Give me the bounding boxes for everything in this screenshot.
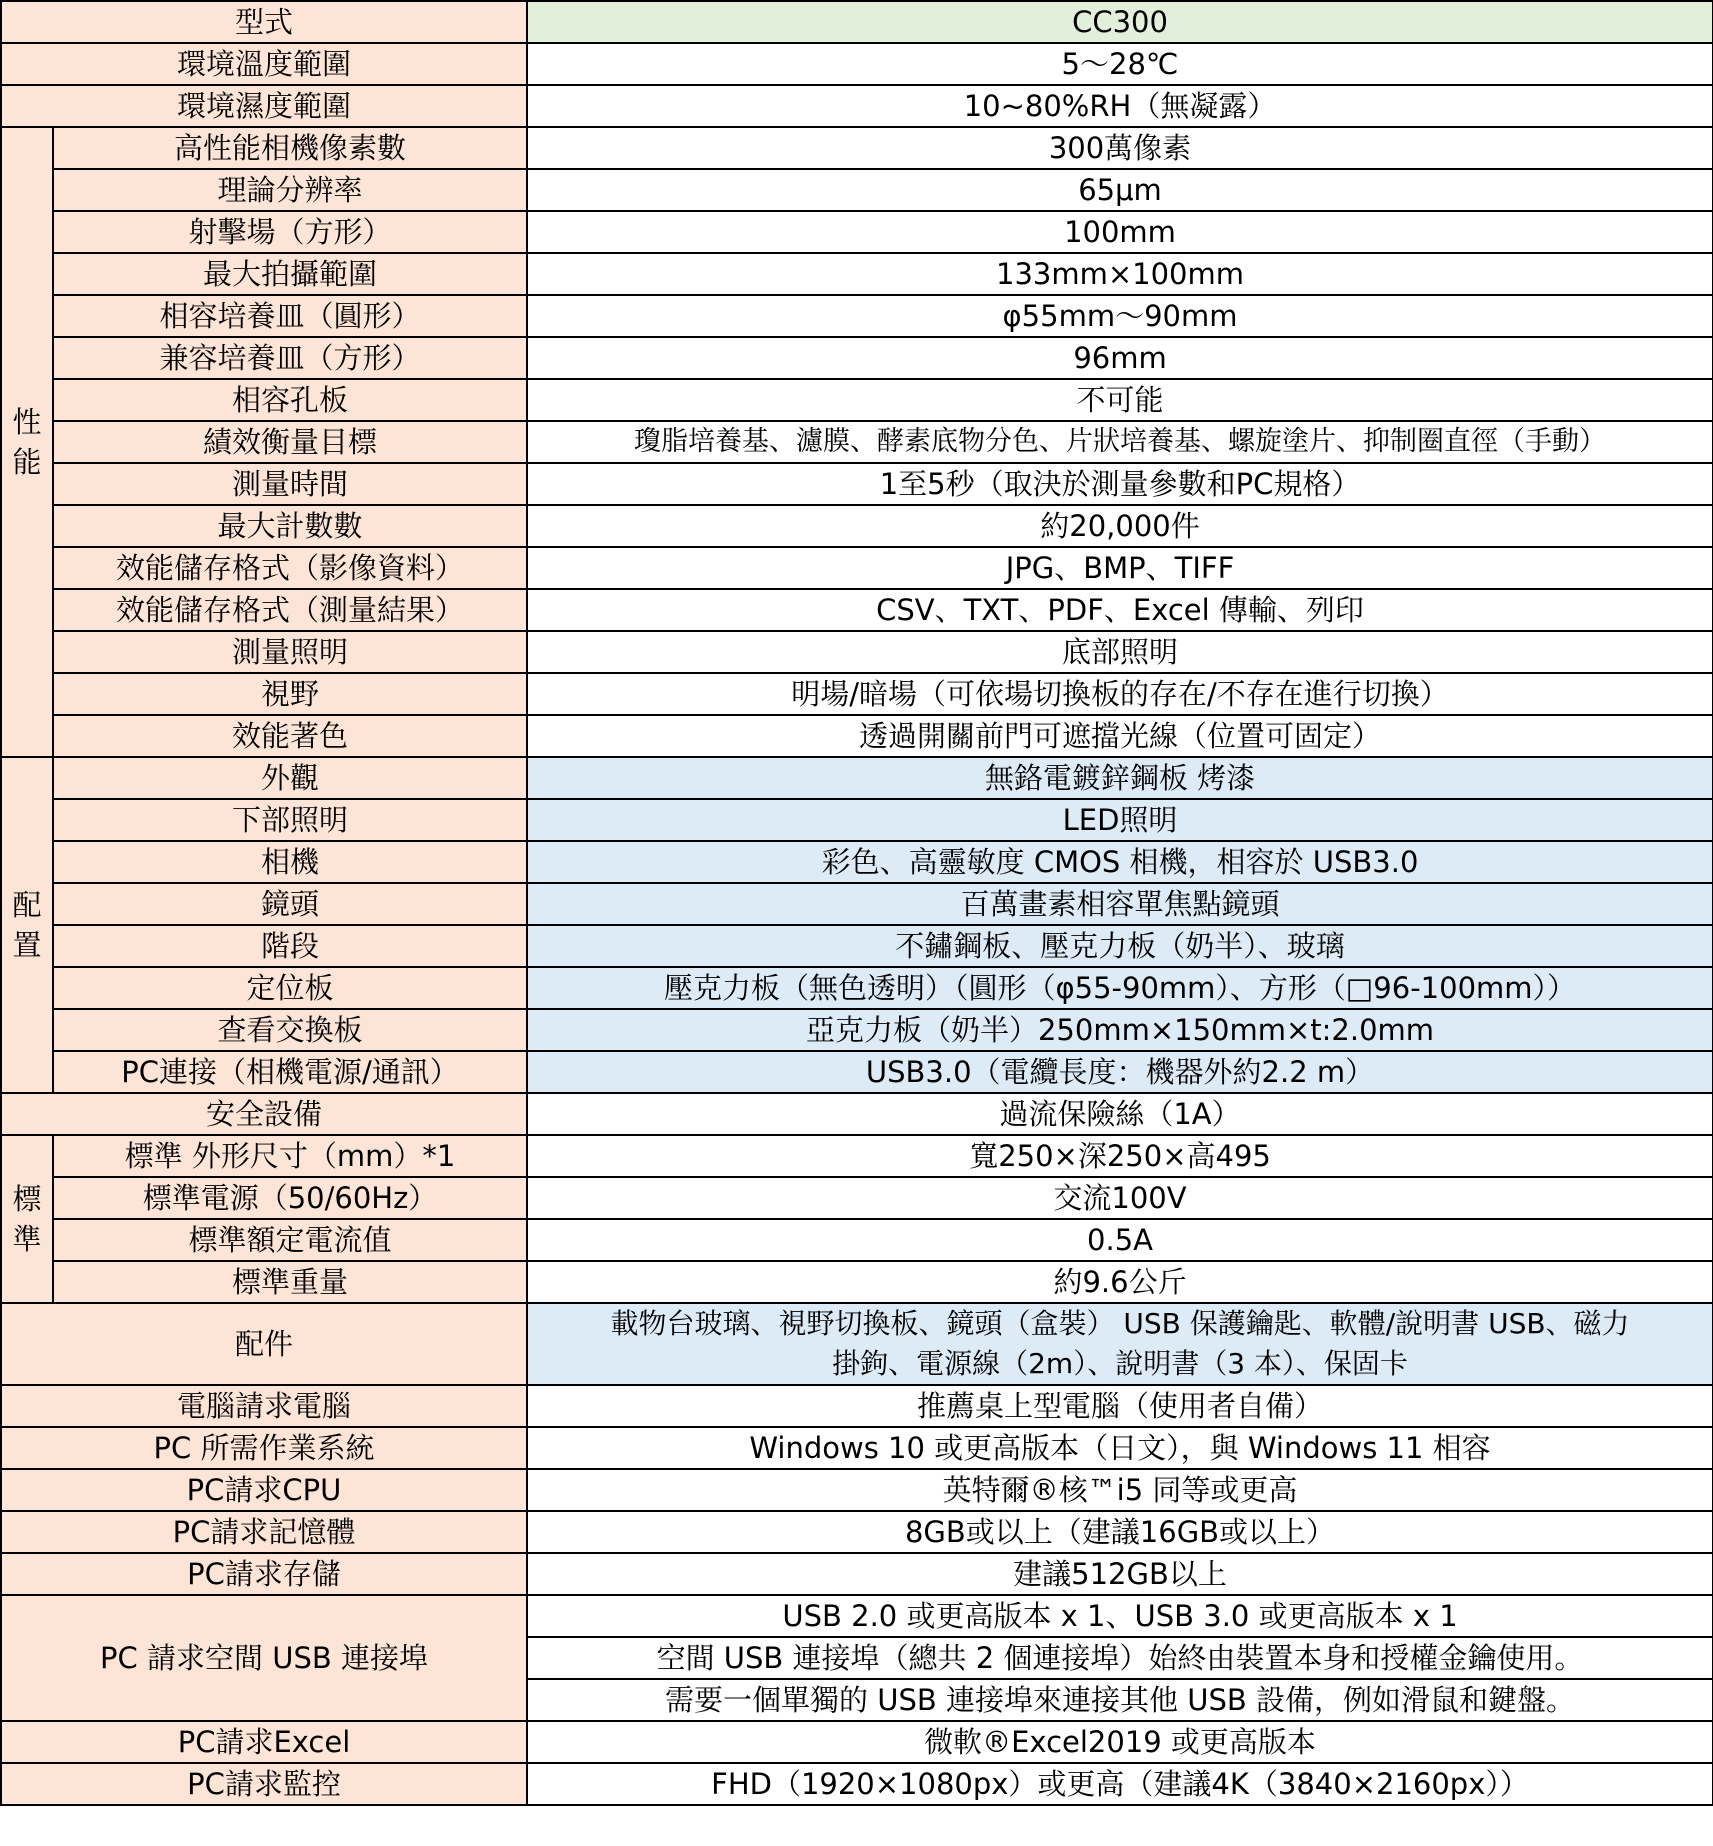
row-value: 10~80%RH（無凝露） (527, 85, 1713, 127)
row-label: 兼容培養皿（方形） (53, 337, 527, 379)
row-label: 標準額定電流值 (53, 1219, 527, 1261)
row-label: 標準 外形尺寸（mm）*1 (53, 1135, 527, 1177)
row-value: 65μm (527, 169, 1713, 211)
table-row (1, 1385, 1713, 1427)
table-row (1, 463, 1713, 505)
table-row (1, 967, 1713, 1009)
group-label-configuration: 配 置 (1, 757, 53, 1093)
table-row (1, 1553, 1713, 1595)
row-value: 底部照明 (527, 631, 1713, 673)
table-row (1, 883, 1713, 925)
row-label: 鏡頭 (53, 883, 527, 925)
row-value: FHD（1920×1080px）或更高（建議4K（3840×2160px）） (527, 1763, 1713, 1805)
row-label: 標準重量 (53, 1261, 527, 1303)
row-label-usb-ports: PC 請求空間 USB 連接埠 (1, 1595, 527, 1721)
row-label: PC請求CPU (1, 1469, 527, 1511)
row-label: 環境溫度範圍 (1, 43, 527, 85)
table-row (1, 1051, 1713, 1093)
row-value: 彩色、高靈敏度 CMOS 相機，相容於 USB3.0 (527, 841, 1713, 883)
row-value: 1至5秒（取決於測量參數和PC規格） (527, 463, 1713, 505)
table-row (1, 127, 1713, 169)
row-value: 推薦桌上型電腦（使用者自備） (527, 1385, 1713, 1427)
table-row (1, 1427, 1713, 1469)
row-value: 瓊脂培養基、濾膜、酵素底物分色、片狀培養基、螺旋塗片、抑制圈直徑（手動） (527, 421, 1713, 463)
row-value: 96mm (527, 337, 1713, 379)
row-value: 約20,000件 (527, 505, 1713, 547)
table-row (1, 295, 1713, 337)
table-row (1, 1261, 1713, 1303)
row-label: PC連接（相機電源/通訊） (53, 1051, 527, 1093)
row-value: JPG、BMP、TIFF (527, 547, 1713, 589)
row-label: 下部照明 (53, 799, 527, 841)
row-value: CSV、TXT、PDF、Excel 傳輸、列印 (527, 589, 1713, 631)
table-row (1, 1595, 1713, 1637)
table-row (1, 757, 1713, 799)
table-row (1, 505, 1713, 547)
row-value: 百萬畫素相容單焦點鏡頭 (527, 883, 1713, 925)
row-label: 測量照明 (53, 631, 527, 673)
row-value: 交流100V (527, 1177, 1713, 1219)
table-row (1, 1177, 1713, 1219)
row-value: 約9.6公斤 (527, 1261, 1713, 1303)
row-label: 效能儲存格式（測量結果） (53, 589, 527, 631)
row-label: 績效衡量目標 (53, 421, 527, 463)
row-value: Windows 10 或更高版本（日文），與 Windows 11 相容 (527, 1427, 1713, 1469)
table-row (1, 631, 1713, 673)
row-label: PC 所需作業系統 (1, 1427, 527, 1469)
table-row (1, 43, 1713, 85)
row-label: 最大拍攝範圍 (53, 253, 527, 295)
row-label: 測量時間 (53, 463, 527, 505)
row-label: 外觀 (53, 757, 527, 799)
table-row (1, 211, 1713, 253)
row-label: 效能著色 (53, 715, 527, 757)
row-label: 階段 (53, 925, 527, 967)
usb-ports-line: 空間 USB 連接埠（總共 2 個連接埠）始終由裝置本身和授權金鑰使用。 (527, 1637, 1713, 1679)
row-label: 相容孔板 (53, 379, 527, 421)
table-row (1, 589, 1713, 631)
row-label: 高性能相機像素數 (53, 127, 527, 169)
usb-ports-line: USB 2.0 或更高版本 x 1、USB 3.0 或更高版本 x 1 (527, 1595, 1713, 1637)
table-row (1, 841, 1713, 883)
row-label: 最大計數數 (53, 505, 527, 547)
row-label: PC請求監控 (1, 1763, 527, 1805)
table-row (1, 715, 1713, 757)
row-value: 壓克力板（無色透明）（圓形（φ55-90mm）、方形（□96-100mm）） (527, 967, 1713, 1009)
row-value: 無鉻電鍍鋅鋼板 烤漆 (527, 757, 1713, 799)
row-label-model: 型式 (1, 1, 527, 43)
table-row (1, 253, 1713, 295)
row-label: 射擊場（方形） (53, 211, 527, 253)
row-label: 環境濕度範圍 (1, 85, 527, 127)
table-row (1, 85, 1713, 127)
row-label: 相容培養皿（圓形） (53, 295, 527, 337)
table-row (1, 799, 1713, 841)
row-value-model: CC300 (527, 1, 1713, 43)
table-row (1, 169, 1713, 211)
accessories-line: 載物台玻璃、視野切換板、鏡頭（盒裝） USB 保護鑰匙、軟體/說明書 USB、磁力 (610, 1307, 1630, 1340)
table-row (1, 1303, 1713, 1385)
table-row (1, 1469, 1713, 1511)
row-label: 定位板 (53, 967, 527, 1009)
table-row (1, 1219, 1713, 1261)
row-label: 理論分辨率 (53, 169, 527, 211)
row-value: 英特爾®核™i5 同等或更高 (527, 1469, 1713, 1511)
table-row (1, 925, 1713, 967)
row-value: 過流保險絲（1A） (527, 1093, 1713, 1135)
row-label: 安全設備 (1, 1093, 527, 1135)
row-label: 查看交換板 (53, 1009, 527, 1051)
row-value: 8GB或以上（建議16GB或以上） (527, 1511, 1713, 1553)
row-label: PC請求Excel (1, 1721, 527, 1763)
row-value: 建議512GB以上 (527, 1553, 1713, 1595)
row-value: 明場/暗場（可依場切換板的存在/不存在進行切換） (527, 673, 1713, 715)
table-row (1, 547, 1713, 589)
row-value: 寬250×深250×高495 (527, 1135, 1713, 1177)
usb-ports-line: 需要一個單獨的 USB 連接埠來連接其他 USB 設備，例如滑鼠和鍵盤。 (527, 1679, 1713, 1721)
row-value: 5～28℃ (527, 43, 1713, 85)
group-label-performance: 性 能 (1, 127, 53, 757)
row-value: φ55mm～90mm (527, 295, 1713, 337)
row-label: 標準電源（50/60Hz） (53, 1177, 527, 1219)
table-row (1, 1093, 1713, 1135)
table-row (1, 379, 1713, 421)
row-value: 亞克力板（奶半）250mm×150mm×t:2.0mm (527, 1009, 1713, 1051)
row-label-accessories: 配件 (1, 1303, 527, 1385)
row-value: LED照明 (527, 799, 1713, 841)
row-label: 電腦請求電腦 (1, 1385, 527, 1427)
row-label: PC請求存儲 (1, 1553, 527, 1595)
table-row (1, 1721, 1713, 1763)
row-label: PC請求記憶體 (1, 1511, 527, 1553)
row-value: USB3.0（電纜長度：機器外約2.2 m） (527, 1051, 1713, 1093)
table-row (1, 1009, 1713, 1051)
accessories-line: 掛鉤、電源線（2m）、說明書（3 本）、保固卡 (832, 1347, 1408, 1380)
row-value-accessories (527, 1303, 1713, 1385)
table-row (1, 1, 1713, 43)
row-value: 300萬像素 (527, 127, 1713, 169)
row-value: 不可能 (527, 379, 1713, 421)
table-row (1, 673, 1713, 715)
row-value: 100mm (527, 211, 1713, 253)
row-label: 相機 (53, 841, 527, 883)
row-value: 微軟®Excel2019 或更高版本 (527, 1721, 1713, 1763)
group-label-standard: 標 準 (1, 1135, 53, 1303)
row-label: 視野 (53, 673, 527, 715)
row-value: 不鏽鋼板、壓克力板（奶半）、玻璃 (527, 925, 1713, 967)
table-row (1, 337, 1713, 379)
table-row (1, 1511, 1713, 1553)
row-label: 效能儲存格式（影像資料） (53, 547, 527, 589)
row-value: 透過開關前門可遮擋光線（位置可固定） (527, 715, 1713, 757)
row-value: 0.5A (527, 1219, 1713, 1261)
row-value: 133mm×100mm (527, 253, 1713, 295)
table-row (1, 1135, 1713, 1177)
table-row (1, 1763, 1713, 1805)
table-row (1, 421, 1713, 463)
